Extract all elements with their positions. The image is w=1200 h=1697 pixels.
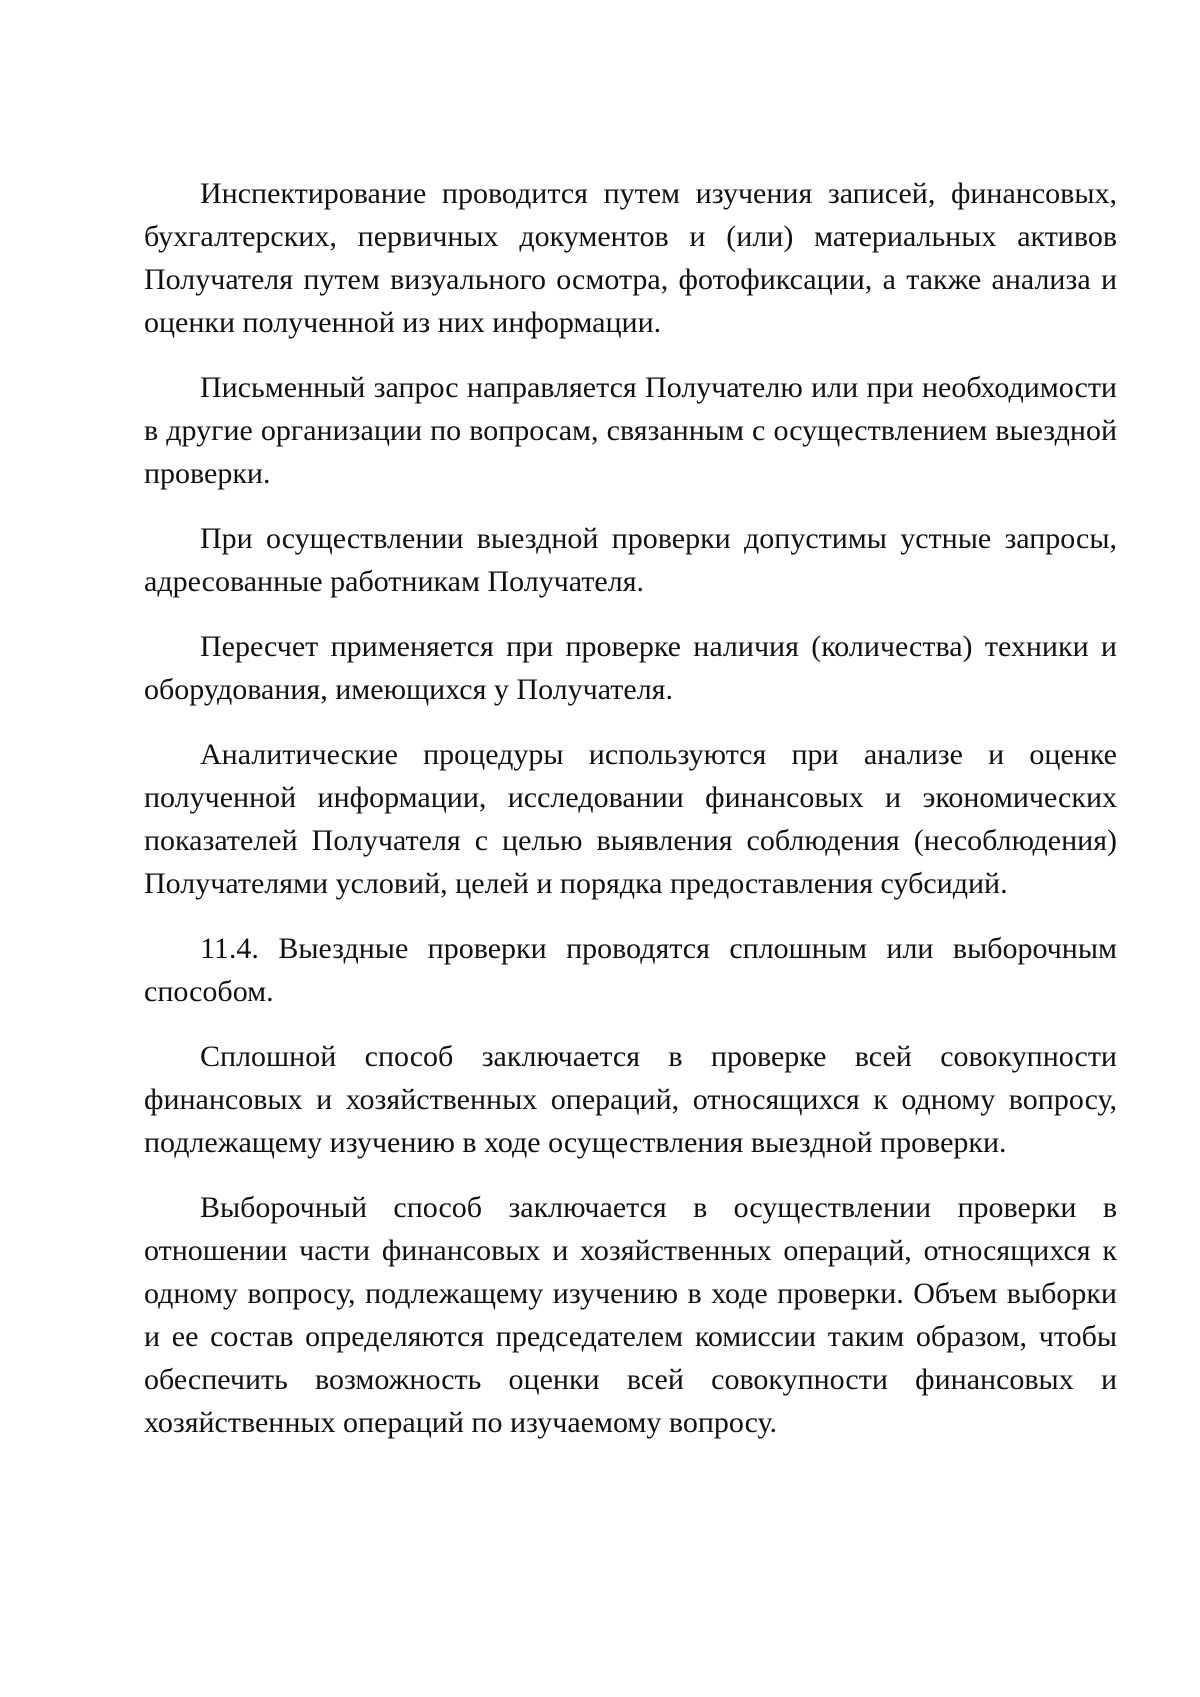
paragraph-analytical-procedures: Аналитические процедуры используются при анализе и оценке полученной информации, исследовании финансовых и экономических показателей Получателя с целью выявления соблюдения (несоблюдения) Получателями условий, целей и порядка предоставления субсидий.: [144, 738, 1117, 900]
paragraph-inspection: Инспектирование проводится путем изучения записей, финансовых, бухгалтерских, первичных документов и (или) материальных активов Получателя путем визуального осмотра, фотофиксации, а также анализа и оценки полученной из них информации.: [144, 177, 1117, 339]
document-body: [144, 172, 1117, 1466]
paragraph-recount: Пересчет применяется при проверке наличия (количества) техники и оборудования, имеющихся у Получателя.: [144, 630, 1117, 706]
paragraph-section-11-4: 11.4. Выездные проверки проводятся сплошным или выборочным способом.: [144, 932, 1117, 1008]
paragraph-oral-requests: При осуществлении выездной проверки допустимы устные запросы, адресованные работникам Получателя.: [144, 522, 1117, 598]
paragraph-continuous-method: Сплошной способ заключается в проверке всей совокупности финансовых и хозяйственных операций, относящихся к одному вопросу, подлежащему изучению в ходе осуществления выездной проверки.: [144, 1040, 1117, 1159]
paragraph-written-request: Письменный запрос направляется Получателю или при необходимости в другие организации по вопросам, связанным с осуществлением выездной проверки.: [144, 371, 1117, 490]
paragraph-sample-method: Выборочный способ заключается в осуществлении проверки в отношении части финансовых и хозяйственных операций, относящихся к одному вопросу, подлежащему изучению в ходе проверки. Объем выборки и ее состав определяются председателем комиссии таким образом, чтобы обеспечить возможность оценки всей совокупности финансовых и хозяйственных операций по изучаемому вопросу.: [144, 1191, 1117, 1439]
